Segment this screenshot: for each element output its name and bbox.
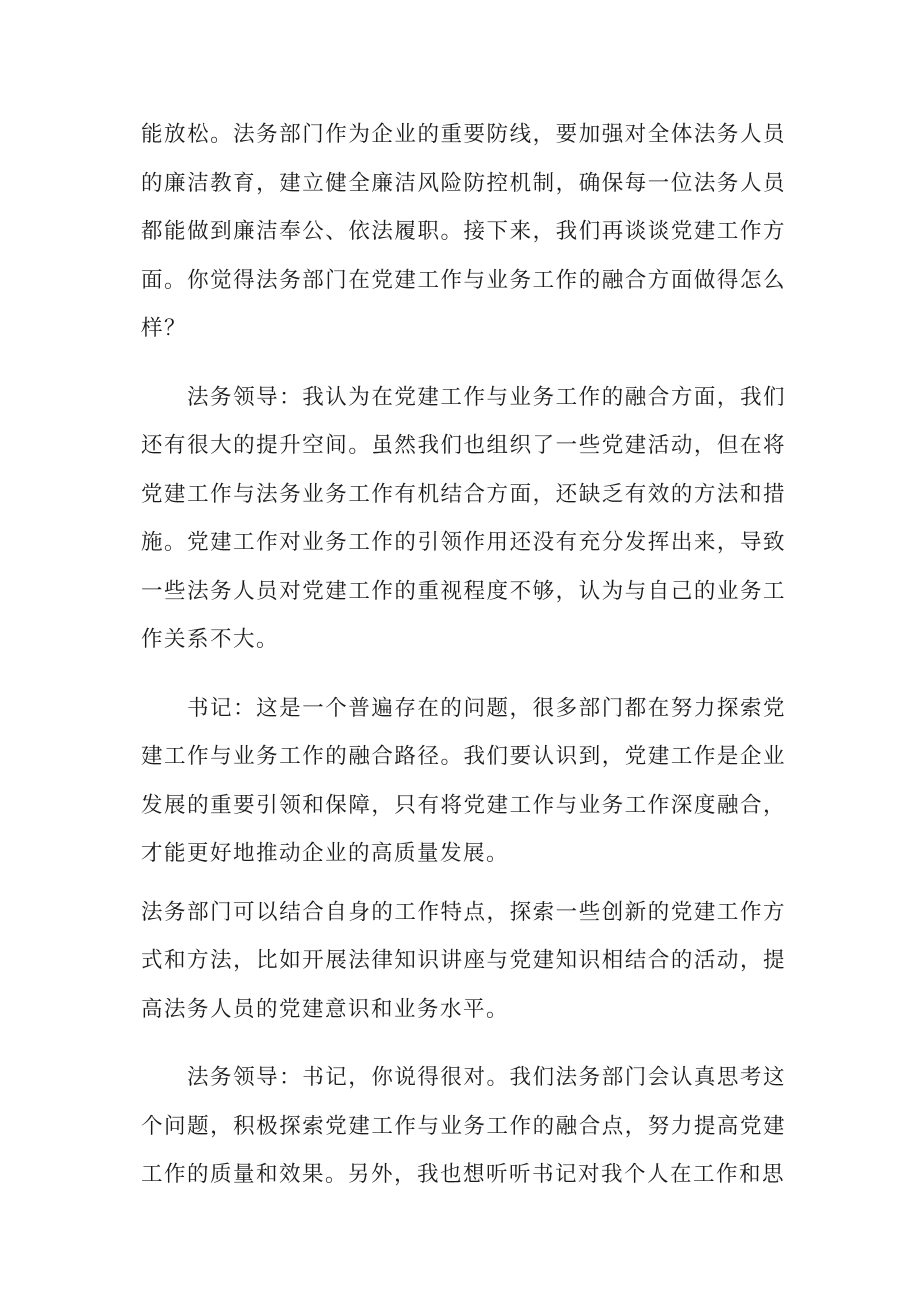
paragraph-secretary-reply: 书记：这是一个普遍存在的问题，很多部门都在努力探索党建工作与业务工作的融合路径。我们要认识到，党建工作是企业发展的重要引领和保障，只有将党建工作与业务工作深度融合，才能更好地推动企业的高质量发展。 [141,695,786,866]
paragraph-legal-leader-reply: 法务领导：我认为在党建工作与业务工作的融合方面，我们还有很大的提升空间。虽然我们也组织了一些党建活动，但在将党建工作与法务业务工作有机结合方面，还缺乏有效的方法和措施。党建工作对业务工作的引领作用还没有充分发挥出来，导致一些法务人员对党建工作的重视程度不够，认为与自己的业务工作关系不大。 [141,384,786,652]
document-body [141,111,786,1200]
paragraph-continuation: 能放松。法务部门作为企业的重要防线，要加强对全体法务人员的廉洁教育，建立健全廉洁风险防控机制，确保每一位法务人员都能做到廉洁奉公、依法履职。接下来，我们再谈谈党建工作方面。你觉得法务部门在党建工作与业务工作的融合方面做得怎么样？ [141,122,786,341]
paragraph-legal-leader-response: 法务领导：书记，你说得很对。我们法务部门会认真思考这个问题，积极探索党建工作与业务工作的融合点，努力提高党建工作的质量和效果。另外，我也想听听书记对我个人在工作和思 [141,1065,786,1187]
paragraph-secretary-suggestion: 法务部门可以结合自身的工作特点，探索一些创新的党建工作方式和方法，比如开展法律知识讲座与党建知识相结合的活动，提高法务人员的党建意识和业务水平。 [141,899,786,1022]
